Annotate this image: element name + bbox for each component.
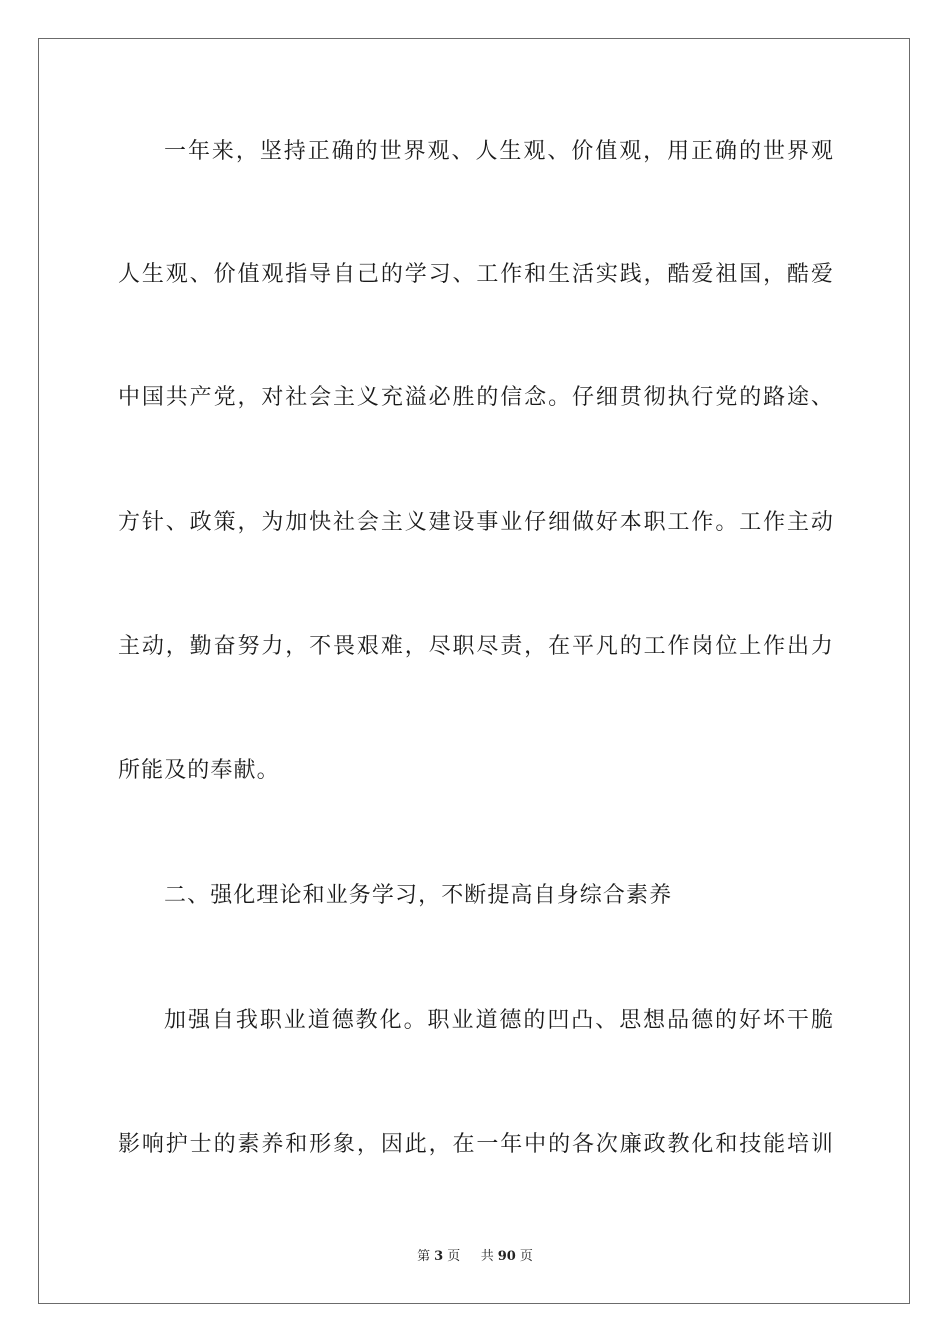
paragraph-1-line-5: 主动，勤奋努力，不畏艰难，尽职尽责，在平凡的工作岗位上作出力 <box>118 634 834 659</box>
paragraph-2-line-1: 加强自我职业道德教化。职业道德的凹凸、思想品德的好坏干脆 <box>164 1008 834 1033</box>
paragraph-1-line-1: 一年来，坚持正确的世界观、人生观、价值观，用正确的世界观 <box>164 139 834 164</box>
paragraph-1-line-4: 方针、政策，为加快社会主义建设事业仔细做好本职工作。工作主动 <box>118 510 834 535</box>
page-border <box>38 38 910 1304</box>
total-prefix: 共 <box>480 1249 494 1264</box>
paragraph-1-line-3: 中国共产党，对社会主义充溢必胜的信念。仔细贯彻执行党的路途、 <box>118 385 834 410</box>
paragraph-1-line-6: 所能及的奉献。 <box>118 758 280 783</box>
section-heading: 二、强化理论和业务学习，不断提高自身综合素养 <box>164 883 673 908</box>
page-suffix: 页 <box>447 1249 461 1264</box>
total-suffix: 页 <box>519 1249 533 1264</box>
page-prefix: 第 <box>417 1249 431 1264</box>
page-current: 3 <box>434 1249 444 1264</box>
paragraph-2-line-2: 影响护士的素养和形象，因此，在一年中的各次廉政教化和技能培训 <box>118 1132 834 1157</box>
page-total: 90 <box>497 1249 516 1264</box>
page-footer <box>0 1248 950 1266</box>
paragraph-1-line-2: 人生观、价值观指导自己的学习、工作和生活实践，酷爱祖国，酷爱 <box>118 262 834 287</box>
